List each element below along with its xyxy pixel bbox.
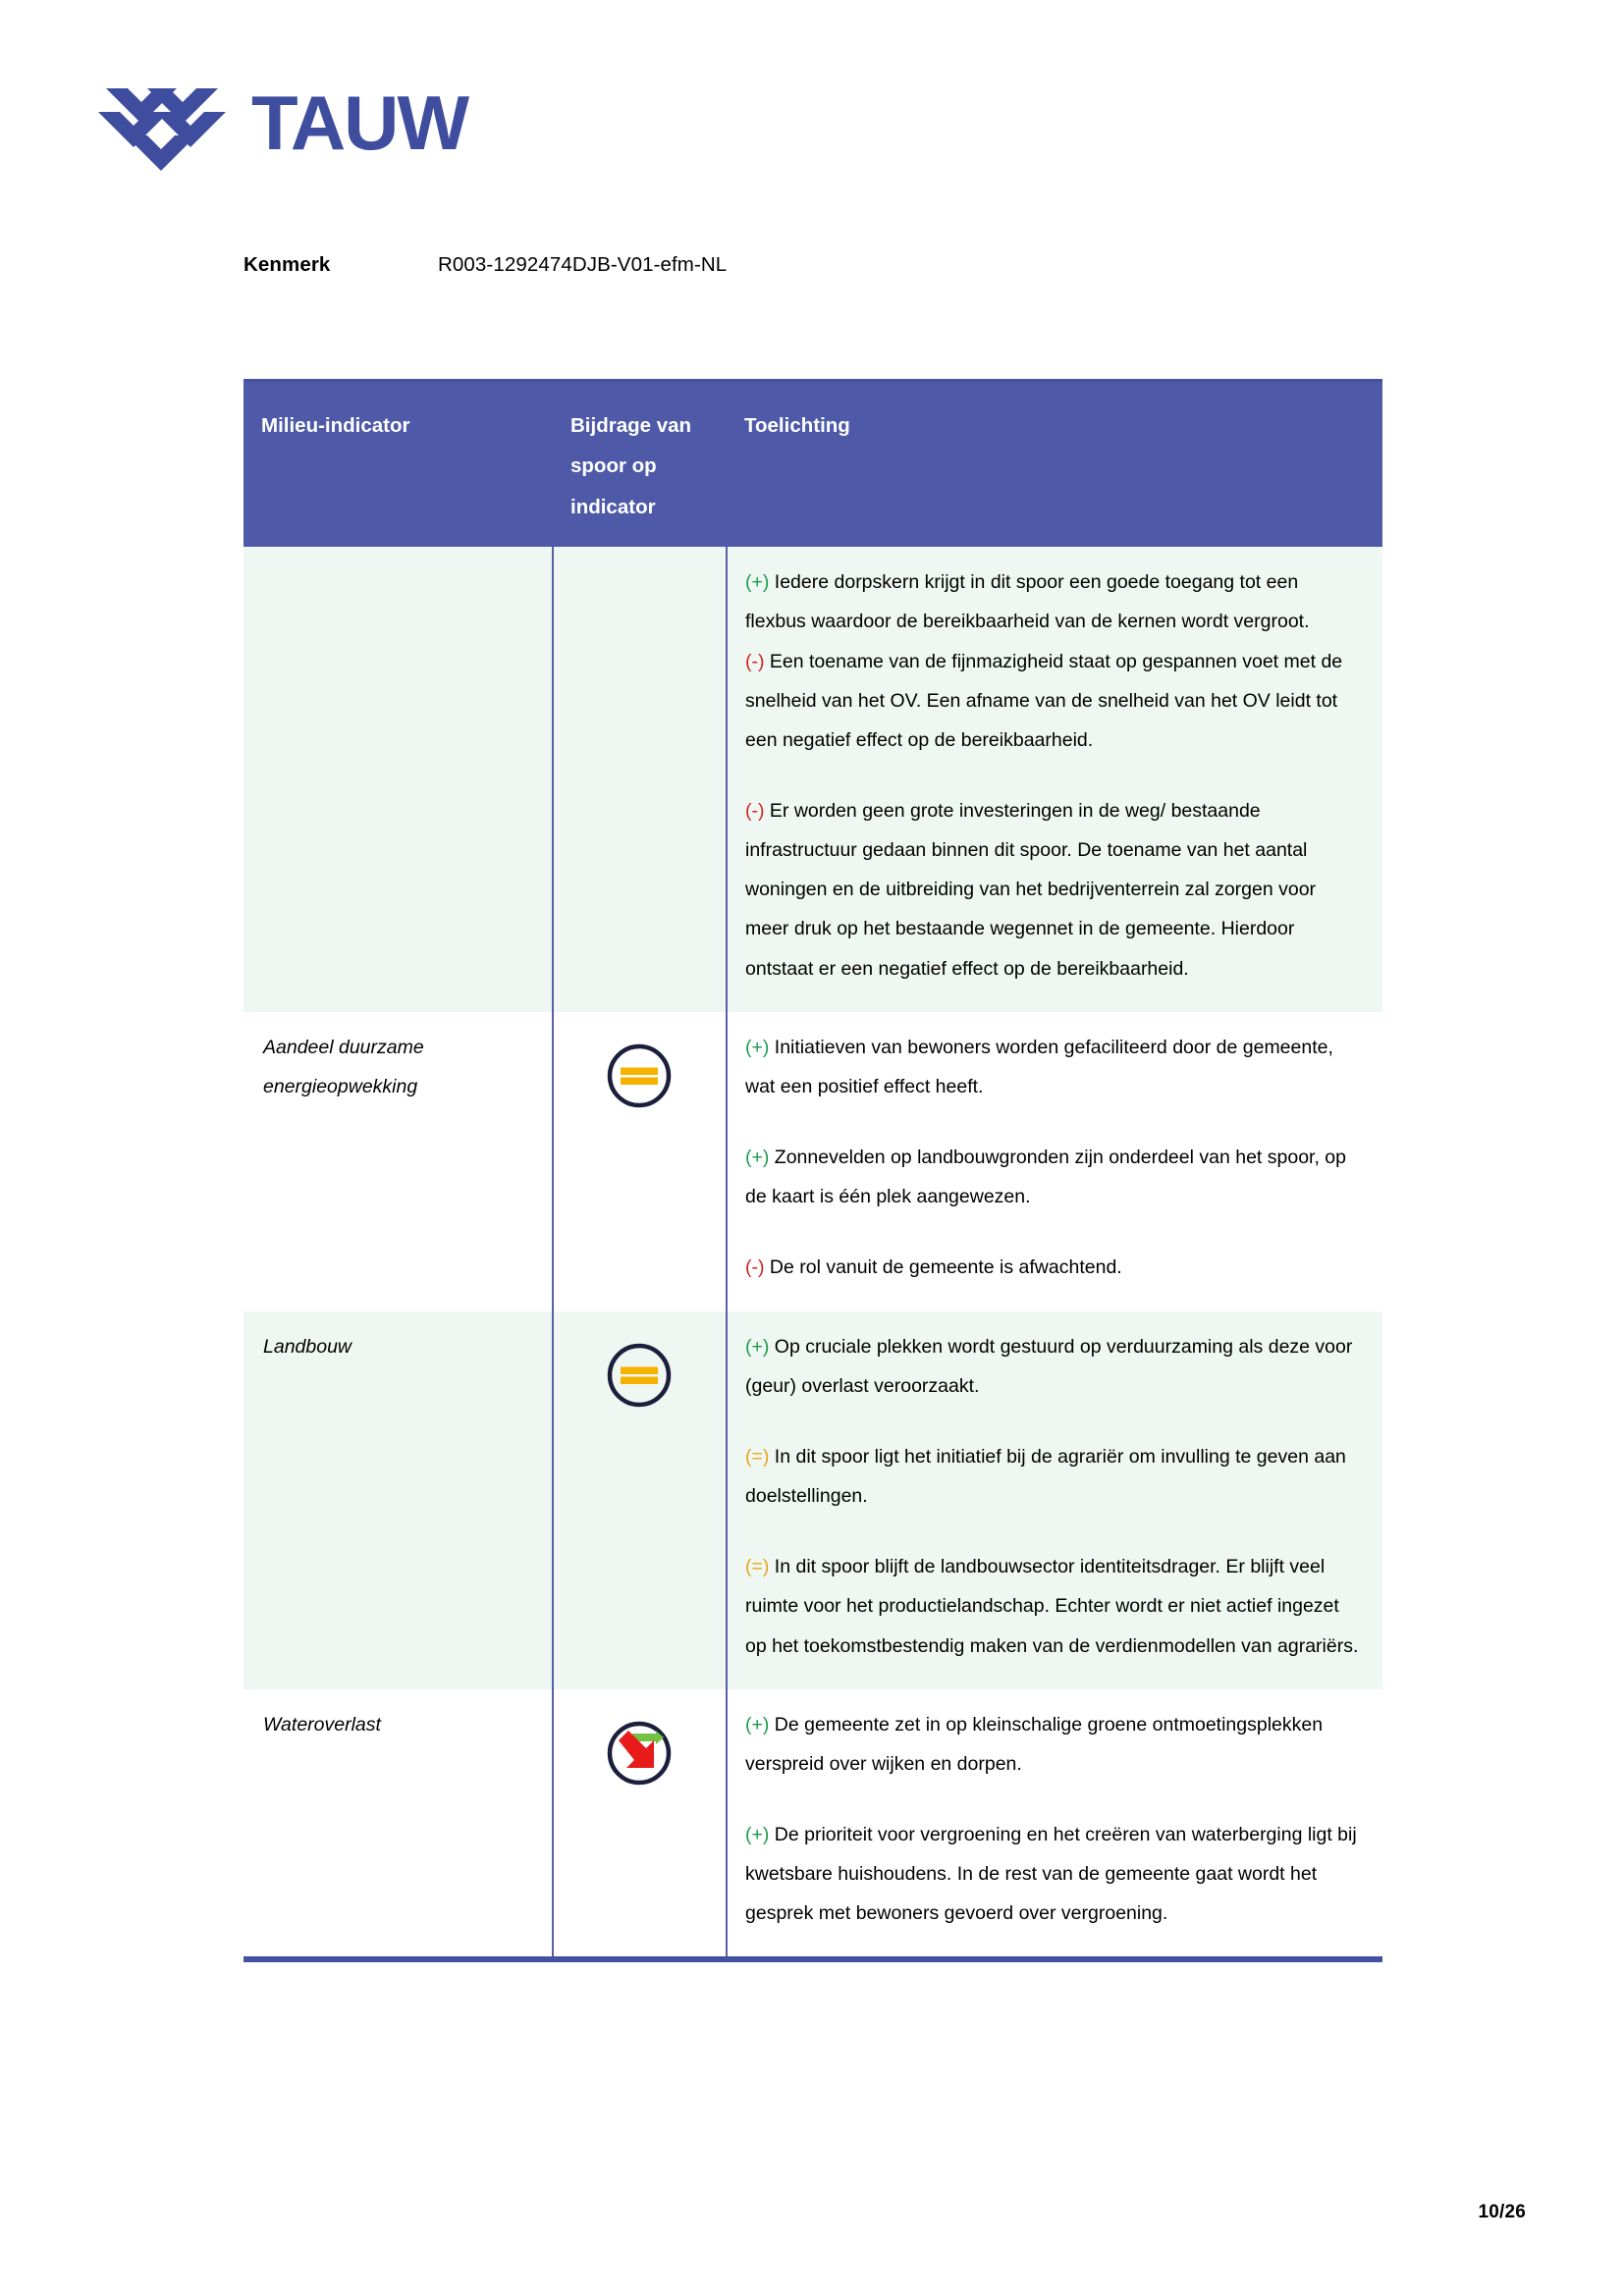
explanation-cell — [727, 547, 1382, 1012]
column-header-explanation: Toelichting — [727, 381, 1382, 548]
explanation-paragraph — [745, 1815, 1363, 1933]
neutral-equals-icon — [603, 1040, 676, 1112]
explanation-paragraph — [745, 1327, 1363, 1406]
page-number: 10/26 — [1478, 2202, 1526, 2222]
column-header-contribution-line1: Bijdrage van — [570, 414, 692, 437]
impact-marker-minus: (-) — [745, 800, 765, 822]
explanation-paragraph — [745, 1138, 1363, 1216]
kenmerk-label: Kenmerk — [244, 253, 331, 276]
explanation-paragraph — [745, 1705, 1363, 1784]
explanation-cell — [727, 1012, 1382, 1311]
mixed-up-down-arrows-icon — [603, 1717, 676, 1789]
paragraph-text: Iedere dorpskern krijgt in dit spoor een goede toegang tot een flexbus waardoor de bereikbaarheid van de kernen wordt vergroot. — [745, 571, 1310, 633]
column-header-contribution-line3: indicator — [570, 495, 656, 518]
neutral-equals-icon — [603, 1339, 676, 1412]
table-header-row — [244, 381, 1382, 548]
impact-marker-plus: (+) — [745, 1335, 770, 1358]
table-row — [244, 1689, 1382, 1960]
impact-marker-plus: (+) — [745, 1823, 770, 1845]
document-reference — [244, 253, 727, 277]
explanation-cell — [727, 1689, 1382, 1960]
kenmerk-value: R003-1292474DJB-V01-efm-NL — [438, 253, 728, 276]
table-row — [244, 547, 1382, 1012]
column-header-contribution — [553, 381, 727, 548]
explanation-paragraph — [745, 562, 1363, 641]
paragraph-text: De prioriteit voor vergroening en het creëren van waterberging ligt bij kwetsbare huishoudens. In de rest van de gemeente gaat wordt het gesprek met bewoners gevoerd over vergroening. — [745, 1823, 1357, 1925]
column-header-contribution-line2: spoor op — [570, 454, 657, 478]
column-header-indicator: Milieu-indicator — [244, 381, 553, 548]
explanation-paragraph — [745, 1547, 1363, 1665]
contribution-icon-cell — [553, 1012, 727, 1311]
impact-marker-plus: (+) — [745, 1036, 770, 1058]
impact-marker-eq: (=) — [745, 1445, 770, 1468]
impact-marker-plus: (+) — [745, 571, 770, 594]
explanation-paragraph — [745, 1437, 1363, 1516]
paragraph-text: De rol vanuit de gemeente is afwachtend. — [764, 1256, 1122, 1279]
explanation-paragraph — [745, 1028, 1363, 1106]
paragraph-text: In dit spoor ligt het initiatief bij de agrariër om invulling te geven aan doelstellingen. — [745, 1445, 1346, 1508]
explanation-cell — [727, 1311, 1382, 1689]
explanation-paragraph — [745, 642, 1363, 760]
paragraph-text: De gemeente zet in op kleinschalige groene ontmoetingsplekken verspreid over wijken en dorpen. — [745, 1713, 1324, 1775]
paragraph-text: Een toename van de fijnmazigheid staat op gespannen voet met de snelheid van het OV. Een afname van de snelheid van het OV leidt tot een negatief effect op de bereikbaarheid. — [745, 650, 1343, 751]
indicator-cell: Wateroverlast — [244, 1689, 553, 1960]
indicator-cell: Aandeel duurzame energieopwekking — [244, 1012, 553, 1311]
impact-marker-minus: (-) — [745, 650, 765, 672]
table-row — [244, 1311, 1382, 1689]
paragraph-text: Initiatieven van bewoners worden gefaciliteerd door de gemeente, wat een positief effect heeft. — [745, 1036, 1333, 1097]
explanation-paragraph — [745, 1248, 1363, 1287]
impact-marker-plus: (+) — [745, 1147, 770, 1169]
table-row — [244, 1012, 1382, 1311]
impact-marker-eq: (=) — [745, 1556, 770, 1578]
indicator-cell — [244, 547, 553, 1012]
indicator-cell: Landbouw — [244, 1311, 553, 1689]
tauw-chevron-diamond-logo-icon — [98, 69, 226, 177]
table-body — [244, 547, 1382, 1959]
paragraph-text: Er worden geen grote investeringen in de weg/ bestaande infrastructuur gedaan binnen dit spoor. De toename van het aantal woningen en de uitbreiding van het bedrijventerrein zal zorgen voor meer druk op het bestaande wegennet in de gemeente. Hierdoor ontstaat er een negatief effect op de bereikbaarheid. — [745, 800, 1317, 980]
contribution-icon-cell — [553, 1689, 727, 1960]
paragraph-text: Zonnevelden op landbouwgronden zijn onderdeel van het spoor, op de kaart is één plek aangewezen. — [745, 1147, 1346, 1208]
environment-indicator-table — [244, 379, 1382, 1962]
impact-marker-minus: (-) — [745, 1256, 765, 1279]
explanation-paragraph — [745, 791, 1363, 988]
contribution-icon-cell — [553, 547, 727, 1012]
brand-logo — [98, 69, 467, 177]
impact-marker-plus: (+) — [745, 1713, 770, 1735]
paragraph-text: In dit spoor blijft de landbouwsector identiteitsdrager. Er blijft veel ruimte voor het productielandschap. Echter wordt er niet actief ingezet op het toekomstbestendig maken van de verdienmodellen van agrariërs. — [745, 1556, 1359, 1657]
paragraph-text: Op cruciale plekken wordt gestuurd op verduurzaming als deze voor (geur) overlast veroorzaakt. — [745, 1335, 1353, 1397]
brand-wordmark: TAUW — [251, 80, 468, 166]
contribution-icon-cell — [553, 1311, 727, 1689]
